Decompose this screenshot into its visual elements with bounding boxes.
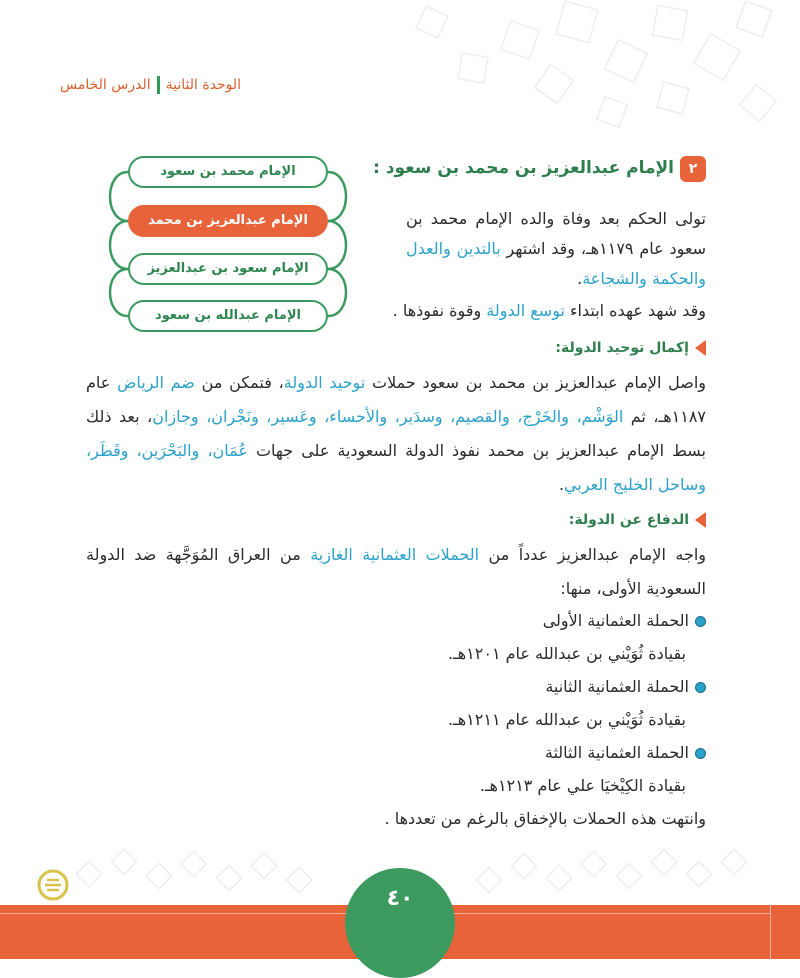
campaign-name: الحملة العثمانية الأولى [542, 611, 689, 630]
intro-paragraph [406, 204, 706, 294]
footer-tick [770, 905, 771, 959]
campaign-leader: بقيادة ثُوَيْني بن عبدالله عام ١٢١١هـ. [447, 710, 686, 729]
lesson-label: الدرس الخامس [60, 77, 151, 93]
defense-highlight-campaigns: الحملات العثمانية الغازية [310, 545, 480, 564]
unification-text-3: عام ١١٨٧هـ، ثم [86, 373, 707, 426]
unification-text-4: ، بعد ذلك بسط الإمام عبدالعزيز بن محمد نفوذ الدولة السعودية على جهات [86, 407, 707, 460]
unit-lesson-header [60, 76, 241, 94]
list-item [86, 670, 706, 703]
intro-text-4: وقوة نفوذها . [392, 301, 487, 320]
section-number-badge: ٢ [680, 156, 706, 182]
unification-text-1: واصل الإمام عبدالعزيز بن محمد بن سعود حملات [365, 373, 707, 392]
intro-highlight-virtues: بالتدين والعدل والحكمة والشجاعة [406, 239, 706, 288]
unit-label: الوحدة الثانية [165, 77, 242, 93]
book-logo-icon [36, 868, 70, 902]
section-title-text: الإمام عبدالعزيز بن محمد بن سعود : [373, 158, 674, 178]
unification-highlight-regions: الوَشْم، والخَرْج، والقصيم، وسدَير، والأحساء، وعَسير، ونَجْران، وجازان [152, 407, 624, 426]
intro-text-2: . [577, 269, 583, 288]
tree-node-abdullah-bin-saud: الإمام عبدالله بن سعود [128, 300, 328, 332]
defense-heading-text: الدفاع عن الدولة: [568, 512, 689, 528]
unification-paragraph [86, 366, 706, 502]
intro-text-1: تولى الحكم بعد وفاة والده الإمام محمد بن سعود عام ١١٧٩هـ، وقد اشتهر [406, 209, 707, 258]
list-item [86, 637, 706, 670]
defense-heading [569, 512, 706, 528]
unification-heading-text: إكمال توحيد الدولة: [555, 340, 689, 356]
imams-lineage-diagram [100, 150, 370, 340]
campaign-leader: بقيادة ثُوَيْني بن عبدالله عام ١٢٠١هـ. [447, 644, 686, 663]
header-separator [157, 76, 160, 94]
tree-node-mohammed-bin-saud: الإمام محمد بن سعود [128, 156, 328, 188]
campaign-name: الحملة العثمانية الثالثة [544, 743, 689, 762]
defense-text-2: من العراق المُوَجَّهة ضد الدولة السعودية الأولى، منها: [86, 545, 706, 598]
unification-highlight-gulf: عُمَان، والبَحْرَين، وقَطَر، وساحل الخليج العربي [86, 441, 706, 494]
section-title [373, 156, 706, 182]
unification-highlight-riyadh: ضم الرياض [117, 373, 195, 392]
page-number: ٤٠ [345, 868, 455, 978]
list-item [86, 769, 706, 802]
top-pattern-decoration [0, 0, 800, 140]
list-item [86, 736, 706, 769]
heading-arrow-icon [695, 340, 706, 356]
intro-paragraph-2 [386, 296, 706, 326]
conclusion-text: وانتهت هذه الحملات بالإخفاق بالرغم من تعددها . [384, 809, 706, 828]
campaign-name: الحملة العثمانية الثانية [545, 677, 689, 696]
unification-heading [555, 340, 706, 356]
defense-text-1: واجه الإمام عبدالعزيز عدداً من [479, 545, 707, 564]
unification-highlight-1: توحيد الدولة [283, 373, 366, 392]
bullet-icon [695, 616, 706, 627]
list-item [86, 604, 706, 637]
intro-text-3: وقد شهد عهده ابتداء [564, 301, 706, 320]
campaigns-list [86, 604, 706, 835]
unification-text-2: ، فتمكن من [194, 373, 284, 392]
tree-node-saud-bin-abdulaziz: الإمام سعود بن عبدالعزيز [128, 253, 328, 285]
bullet-icon [695, 682, 706, 693]
tree-node-abdulaziz-bin-mohammed: الإمام عبدالعزيز بن محمد [128, 205, 328, 237]
intro-highlight-expansion: توسع الدولة [486, 301, 565, 320]
heading-arrow-icon [695, 512, 706, 528]
campaign-leader: بقيادة الكِيْخيَا علي عام ١٢١٣هـ. [479, 776, 686, 795]
defense-paragraph [86, 538, 706, 606]
unification-text-5: . [558, 475, 565, 494]
list-item [86, 703, 706, 736]
bullet-icon [695, 748, 706, 759]
